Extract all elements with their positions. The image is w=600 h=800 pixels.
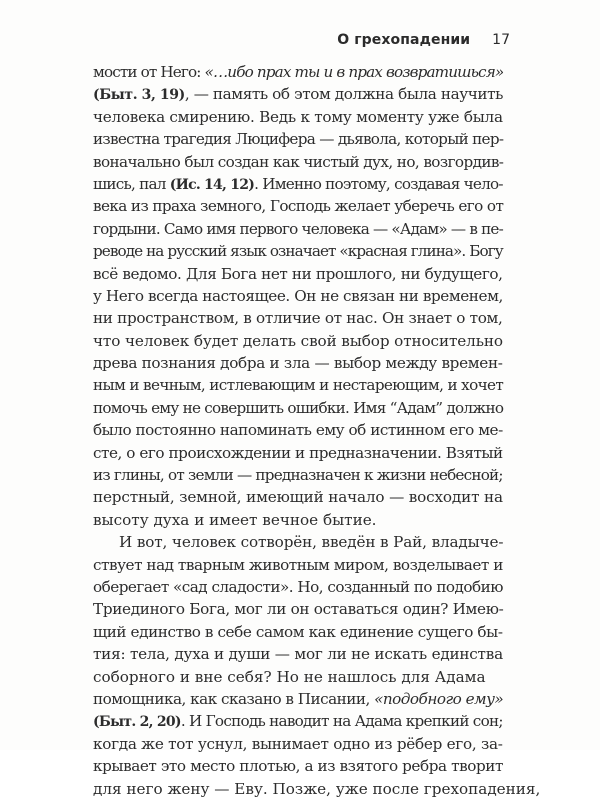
text-line: [93, 285, 503, 307]
text-line: [93, 688, 503, 710]
page-number: 17: [492, 32, 510, 48]
scripture-reference: (Быт. 2, 20): [93, 714, 181, 731]
text-segment: для него жену — Еву. Позже, уже после грехопадения,: [93, 779, 541, 798]
text-segment: сте, о его происхождении и предназначении. Взятый: [93, 443, 503, 462]
text-segment: ствует над тварным животным миром, возделывает и: [93, 555, 503, 574]
text-line: [93, 151, 503, 173]
text-line: [93, 554, 503, 576]
text-line: [93, 733, 503, 755]
text-line: [93, 352, 503, 374]
text-line: [93, 240, 503, 262]
text-segment: известна трагедия Люцифера — дьявола, который пер-: [93, 130, 504, 149]
text-segment: . Именно поэтому, создавая чело-: [254, 174, 503, 193]
text-segment: из глины, от земли — предназначен к жизни небесной;: [93, 466, 503, 485]
text-segment: . И Господь наводит на Адама крепкий сон;: [180, 712, 503, 731]
text-line: [93, 419, 503, 441]
text-segment: реводе на русский язык означает «красная глина». Богу: [93, 242, 503, 261]
text-line: [93, 464, 503, 486]
text-segment: было постоянно напоминать ему об истинном его ме-: [93, 421, 503, 440]
text-line: [93, 173, 503, 195]
text-segment: , — память об этом должна была научить: [184, 85, 504, 104]
chapter-title: О грехопадении: [337, 32, 471, 48]
text-line: [93, 778, 541, 800]
text-line: [93, 710, 503, 732]
text-line: [93, 755, 503, 777]
scripture-reference: (Быт. 3, 19): [93, 87, 185, 104]
text-line: [93, 374, 503, 396]
text-segment: ни пространством, в отличие от нас. Он знает о том,: [93, 309, 503, 328]
text-segment: помочь ему не совершить ошибки. Имя “Адам” должно: [93, 398, 504, 417]
text-segment: соборного и вне себя? Но не нашлось для Адама: [93, 667, 486, 686]
italic-quote: «подобного ему»: [374, 689, 504, 708]
text-line: [93, 106, 503, 128]
italic-quote: «…ибо прах ты и в прах возвратишься»: [204, 63, 504, 81]
text-segment: крывает это место плотью, а из взятого ребра творит: [93, 757, 503, 776]
text-segment: воначально был создан как чистый дух, но, возгордив-: [93, 152, 504, 171]
text-line: [93, 486, 503, 508]
paragraph-first-line: [93, 531, 503, 553]
text-segment: у Него всегда настоящее. Он не связан ни временем,: [93, 286, 503, 305]
text-segment: древа познания добра и зла — выбор между времен-: [93, 354, 503, 373]
text-line: [93, 509, 503, 531]
text-segment: человека смирению. Ведь к тому моменту уже была: [93, 107, 503, 126]
text-segment: высоту духа и имеет вечное бытие.: [93, 510, 377, 529]
text-line: [93, 330, 503, 352]
text-line: [93, 598, 503, 620]
text-segment: И вот, человек сотворён, введён в Рай, владыче-: [119, 533, 504, 552]
text-segment: тия: тела, духа и души — мог ли не искать единства: [93, 645, 503, 664]
text-line: [93, 128, 503, 150]
text-segment: шись, пал: [93, 174, 170, 193]
text-line: [93, 397, 503, 419]
text-segment: мости от Него:: [93, 63, 205, 81]
text-segment: оберегает «сад сладости». Но, созданный по подобию: [93, 577, 503, 596]
text-line: [93, 643, 503, 665]
body-text: [93, 61, 541, 800]
text-segment: гордыни. Само имя первого человека — «Адам» — в пе-: [93, 219, 503, 238]
text-line: [93, 195, 503, 217]
text-segment: всё ведомо. Для Бога нет ни прошлого, ни будущего,: [93, 264, 503, 283]
text-line: [93, 218, 503, 240]
text-line: [93, 621, 503, 643]
text-segment: помощника, как сказано в Писании,: [93, 689, 375, 708]
text-line: [93, 442, 503, 464]
text-segment: когда же тот уснул, вынимает одно из рёбер его, за-: [93, 734, 503, 753]
text-line: [93, 83, 503, 105]
text-line: [93, 576, 503, 598]
text-segment: перстный, земной, имеющий начало — восходит на: [93, 488, 503, 507]
text-line: [93, 61, 503, 83]
text-segment: века из праха земного, Господь желает уберечь его от: [93, 197, 504, 216]
text-line: [93, 263, 503, 285]
running-head: [337, 32, 510, 48]
scripture-reference: (Ис. 14, 12): [169, 176, 255, 193]
text-line: [93, 307, 503, 329]
text-segment: что человек будет делать свой выбор относительно: [93, 331, 503, 350]
text-segment: ным и вечным, истлевающим и нестареющим, и хочет: [93, 376, 504, 395]
text-segment: щий единство в себе самом как единение сущего бы-: [93, 622, 503, 641]
text-line: [93, 666, 503, 688]
text-segment: Триединого Бога, мог ли он оставаться один? Имею-: [93, 600, 504, 619]
